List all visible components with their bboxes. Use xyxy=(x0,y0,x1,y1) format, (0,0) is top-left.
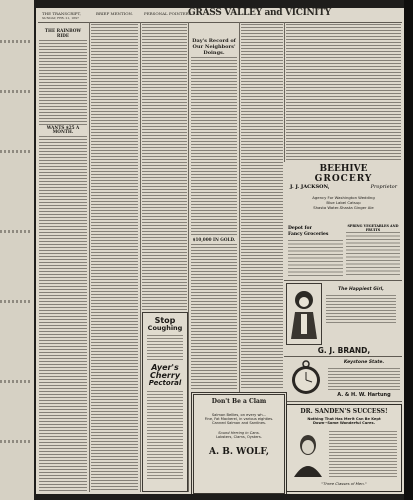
grocery-title: GROCERY xyxy=(314,174,373,184)
hartung-name: A. & H. W. Hartung xyxy=(337,392,391,398)
column-3 xyxy=(142,24,187,312)
girl-figure-icon xyxy=(287,284,321,344)
brief-mention-text xyxy=(91,24,138,492)
personal-pointers-heading: PERSONAL POINTERS. xyxy=(144,11,193,16)
brand-ad xyxy=(322,283,400,343)
article-text xyxy=(39,136,87,492)
clam-line-2: Fine, Fat Mackerel, in various eighties. xyxy=(204,417,274,421)
article-text xyxy=(191,57,237,237)
edge-text-line xyxy=(0,230,30,233)
sanden-line-1: Nothing That Has Merit Can Be Kept xyxy=(307,417,381,421)
sanden-line-2: Down--Some Wonderful Cures. xyxy=(313,421,375,425)
man-portrait-icon xyxy=(291,431,325,477)
wolf-name: A. B. WOLF, xyxy=(208,447,270,457)
depot-line-1: Depot for xyxy=(288,226,312,231)
clam-line-3: Canned Salmon and Sardines. xyxy=(211,421,267,425)
edge-text-line xyxy=(0,300,30,303)
owner-line xyxy=(286,184,401,192)
agency-line: Agency For Washington Wedding xyxy=(312,195,375,200)
wolf-clam-ad xyxy=(191,392,287,494)
ad-copy xyxy=(147,335,183,361)
column-2 xyxy=(91,24,138,492)
ad-copy xyxy=(147,391,183,481)
spring-heading: SPRING VEGETABLES AND FRUITS xyxy=(347,224,399,232)
ad-divider xyxy=(284,280,402,281)
ad-copy xyxy=(326,295,396,325)
stop-line: Stop xyxy=(154,316,176,325)
depot-line-2: Fancy Groceries xyxy=(288,232,329,237)
column-1-headline-2: WANTS $25 A MONTH. xyxy=(39,125,87,137)
keystone-title: Keystone State. xyxy=(343,360,385,365)
sanden-caption: "Three Classes of Men." xyxy=(321,481,367,486)
column-rule xyxy=(140,22,141,492)
adjacent-page-edge xyxy=(0,0,34,500)
edge-text-line xyxy=(0,150,30,153)
column-6-top xyxy=(286,24,401,160)
catsup-line: Blue Label Catsup xyxy=(326,200,361,205)
coughing-line: Coughing xyxy=(147,324,183,332)
article-text xyxy=(241,24,283,389)
clam-line-5: Lobsters, Clams, Oysters. xyxy=(216,435,262,439)
clam-title: Don't Be a Clam xyxy=(211,398,267,405)
edge-text-line xyxy=(0,380,30,383)
personal-pointers-text xyxy=(142,24,187,312)
ad-copy xyxy=(328,368,400,390)
masthead-rule xyxy=(38,22,402,23)
edge-text-line xyxy=(0,440,30,443)
edge-text-line xyxy=(0,90,30,93)
pocket-watch-icon xyxy=(288,360,324,396)
neighbors-headline: Day's Record of Our Neighbors' Doings. xyxy=(192,38,236,56)
owner-role: Proprietor xyxy=(370,184,397,190)
owner-name: J. J. JACKSON, xyxy=(290,184,330,190)
shasta-line: Shasta Water-Shasta Ginger Ale xyxy=(313,205,374,210)
cherry-line: Cherry xyxy=(149,371,181,381)
pocket-watch-illustration xyxy=(288,360,324,396)
column-rule xyxy=(89,22,90,492)
column-1-headline: THE RAINBOW RIDE xyxy=(39,28,87,40)
brief-mention-heading: BRIEF MENTION. xyxy=(96,11,134,16)
price-list-left xyxy=(288,240,343,276)
column-rule xyxy=(284,22,285,162)
masthead-date: SUNDAY, FEB. 21, 1897 xyxy=(42,16,79,20)
ad-divider xyxy=(284,401,402,402)
gold-subhead: $10,000 IN GOLD. xyxy=(192,237,236,243)
sanden-ad xyxy=(286,404,402,492)
beehive-title: BEEHIVE xyxy=(319,164,368,174)
ad-divider xyxy=(284,356,402,357)
clam-line-4: Sound Herring in Cans. xyxy=(218,431,260,435)
article-text xyxy=(191,244,237,389)
pectoral-line: Pectoral xyxy=(148,379,182,388)
portrait-illustration xyxy=(291,431,325,477)
clam-line-1: Salmon Bellies, on every wh... xyxy=(211,413,267,417)
newspaper-page xyxy=(36,8,404,494)
happiest-girl-title: The Happiest Girl, xyxy=(338,287,384,292)
scan-border xyxy=(404,0,413,500)
ayers-line: Ayer's xyxy=(151,363,179,373)
happy-girl-illustration xyxy=(286,283,322,345)
price-list-right xyxy=(346,232,400,276)
column-5 xyxy=(241,24,283,389)
article-text xyxy=(286,24,401,160)
edge-text-line xyxy=(0,40,30,43)
ad-copy xyxy=(329,431,397,477)
article-text xyxy=(39,40,87,125)
brand-name: G. J. BRAND, xyxy=(317,346,371,355)
column-1 xyxy=(39,24,87,492)
column-rule xyxy=(188,22,189,492)
page-title: GRASS VALLEY and VICINITY xyxy=(188,8,331,18)
beehive-grocery-ad xyxy=(286,162,401,280)
sanden-title: DR. SANDEN'S SUCCESS! xyxy=(300,408,388,415)
masthead-left: THE TRANSCRIPT, xyxy=(42,11,81,16)
column-4 xyxy=(191,24,237,389)
ayers-cherry-pectoral-ad xyxy=(142,312,188,492)
